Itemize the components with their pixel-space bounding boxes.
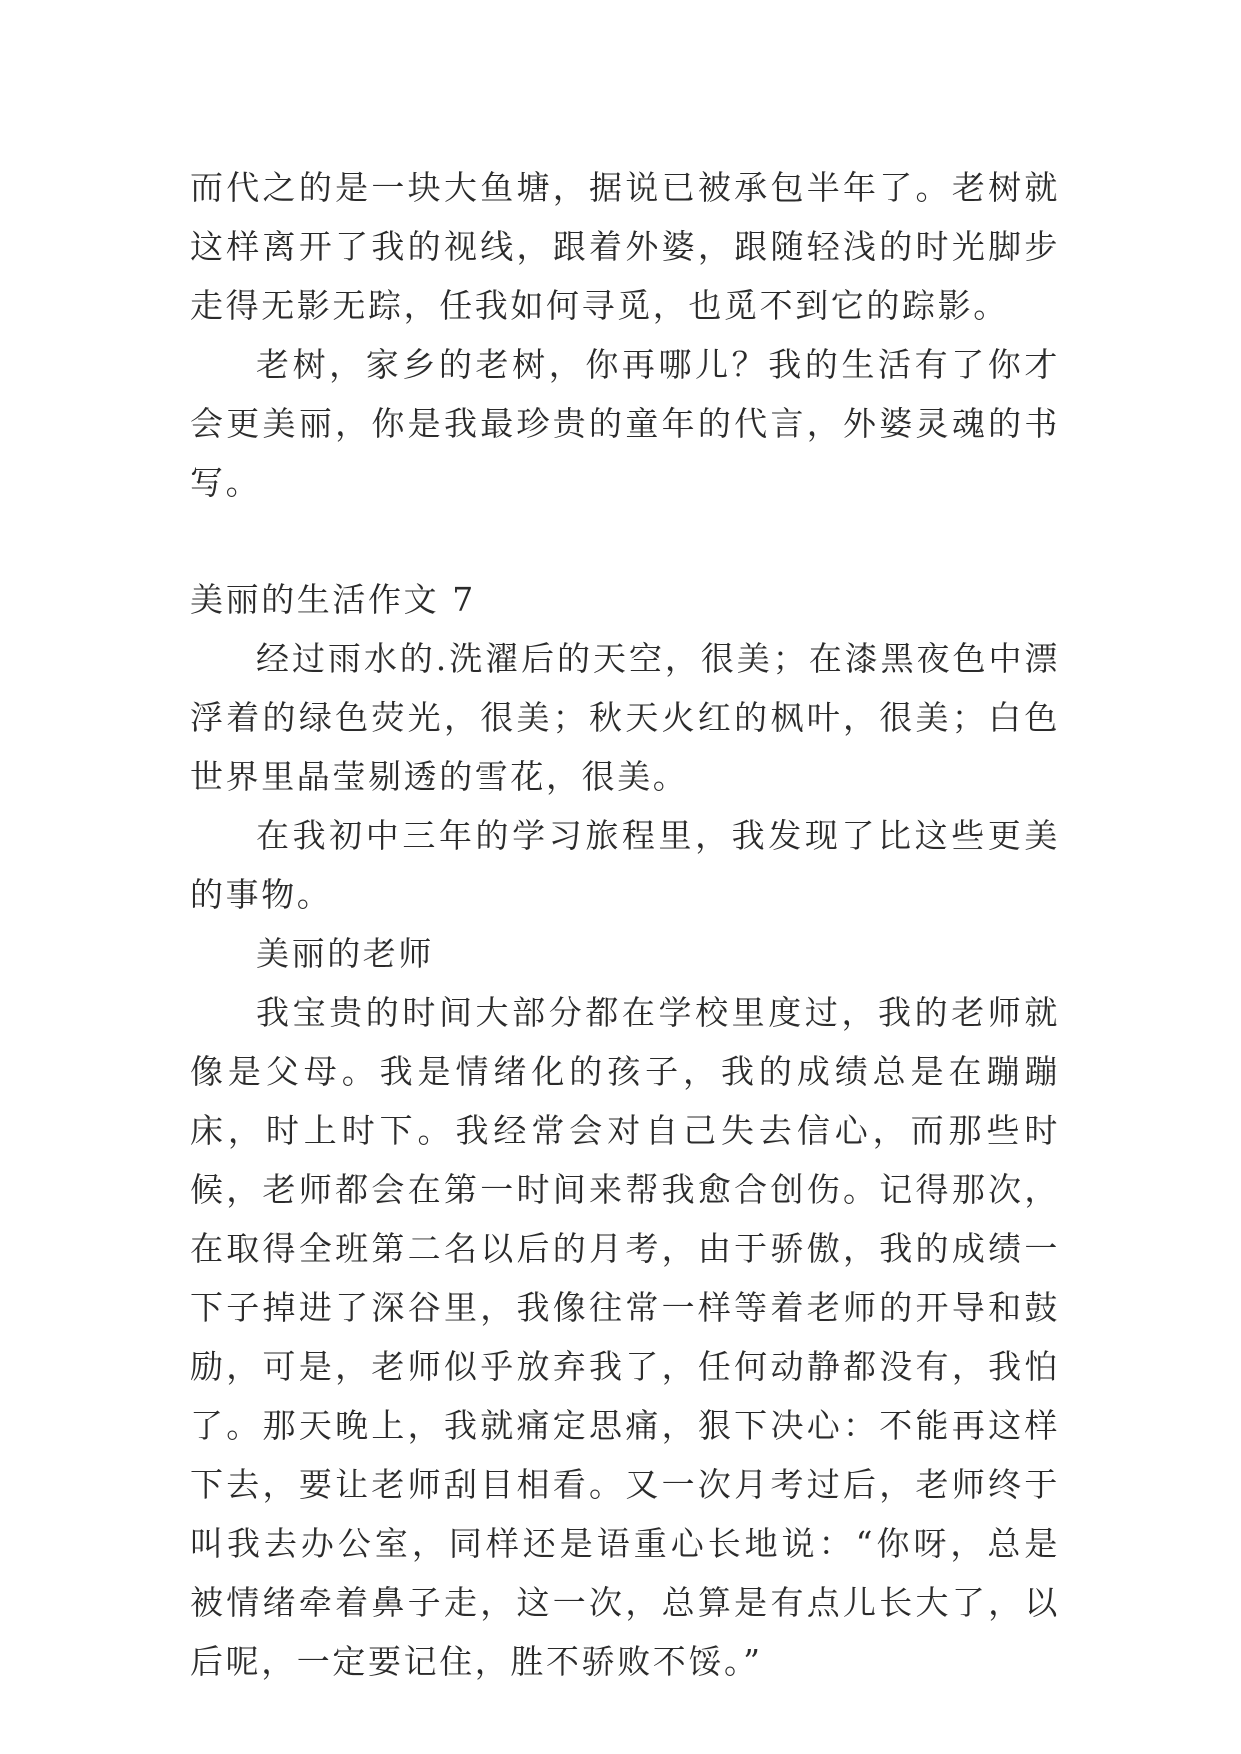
paragraph-continued: 而代之的是一块大鱼塘，据说已被承包半年了。老树就这样离开了我的视线，跟着外婆，跟随轻浅的时光脚步走得无影无踪，任我如何寻觅，也觅不到它的踪影。 bbox=[190, 168, 1060, 325]
section-gap bbox=[190, 512, 1060, 570]
paragraph-teacher-story: 我宝贵的时间大部分都在学校里度过，我的老师就像是父母。我是情绪化的孩子，我的成绩总是在蹦蹦床，时上时下。我经常会对自己失去信心，而那些时候，老师都会在第一时间来帮我愈合创伤。记得那次，在取得全班第二名以后的月考，由于骄傲，我的成绩一下子掉进了深谷里，我像往常一样等着老师的开导和鼓励，可是，老师似乎放弃我了，任何动静都没有，我怕了。那天晚上，我就痛定思痛，狠下决心：不能再这样下去，要让老师刮目相看。又一次月考过后，老师终于叫我去办公室，同样还是语重心长地说：“你呀，总是被情绪牵着鼻子走，这一次，总算是有点儿长大了，以后呢，一定要记住，胜不骄败不馁。” bbox=[190, 993, 1060, 1681]
subheading-beautiful-teacher: 美丽的老师 bbox=[256, 934, 434, 973]
paragraph-discovery: 在我初中三年的学习旅程里，我发现了比这些更美的事物。 bbox=[190, 816, 1060, 914]
paragraph-old-tree: 老树，家乡的老树，你再哪儿？我的生活有了你才会更美丽，你是我最珍贵的童年的代言，外婆灵魂的书写。 bbox=[190, 345, 1060, 502]
section-title: 美丽的生活作文 7 bbox=[190, 580, 476, 619]
paragraph-beauty-list: 经过雨水的.洗濯后的天空，很美；在漆黑夜色中漂浮着的绿色荧光，很美；秋天火红的枫叶，很美；白色世界里晶莹剔透的雪花，很美。 bbox=[190, 639, 1060, 796]
document-body bbox=[190, 158, 1060, 1691]
